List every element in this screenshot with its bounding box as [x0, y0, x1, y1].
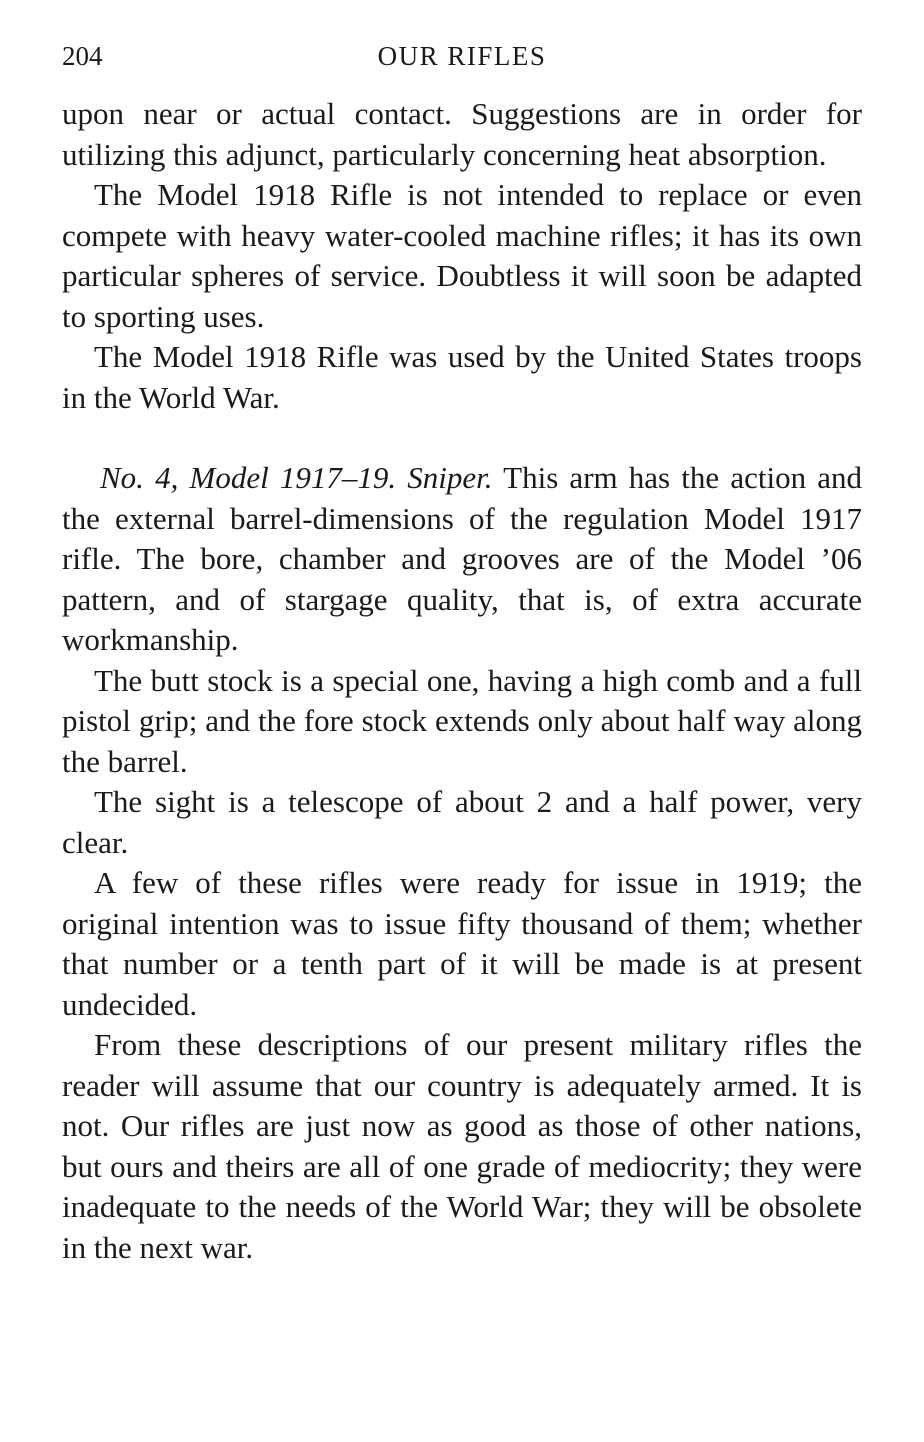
paragraph-sight [62, 782, 862, 863]
paragraph-text: The butt stock is a special one, having a high comb and a full pistol grip; and the fore stock extends only about half way along the barrel. [62, 662, 862, 779]
paragraph-text: This arm has the action and the external barrel-dimensions of the regulation Model 1917 rifle. The bore, chamber and grooves are of the Model ’06 pattern, and of stargage quality, that is, of extra accurate workmanship. [62, 460, 862, 657]
running-header [62, 36, 862, 76]
paragraph-lead-heading: No. 4, Model 1917–19. Sniper. [100, 460, 493, 495]
paragraph-text: A few of these rifles were ready for issue in 1919; the original intention was to issue fifty thousand of them; whether that number or a tenth part of it will be made is at present undecided. [62, 865, 862, 1022]
paragraph-butt-stock [62, 661, 862, 783]
paragraph-text: upon near or actual contact. Suggestions are in order for utilizing this adjunct, particularly concerning heat absorption. [62, 96, 862, 172]
paragraph-text: The Model 1918 Rifle is not intended to replace or even compete with heavy water-cooled machine rifles; it has its own particular spheres of service. Doubtless it will soon be adapted to sporting uses. [62, 177, 862, 334]
book-page [62, 36, 862, 1268]
paragraph-model-1918-usage [62, 337, 862, 418]
paragraph-model-1918-purpose [62, 175, 862, 337]
body-text [62, 94, 862, 1268]
page-number: 204 [62, 41, 103, 71]
paragraph-sniper-model [62, 458, 862, 661]
paragraph-continued [62, 94, 862, 175]
paragraph-text: The Model 1918 Rifle was used by the United States troops in the World War. [62, 339, 862, 415]
paragraph-conclusion [62, 1025, 862, 1268]
paragraph-issue [62, 863, 862, 1025]
paragraph-text: From these descriptions of our present military rifles the reader will assume that our country is adequately armed. It is not. Our rifles are just now as good as those of other nations, but ours and theirs are all of one grade of mediocrity; they were inadequate to the needs of the World War; they will be obsolete in the next war. [62, 1027, 862, 1265]
running-title: OUR RIFLES [377, 41, 547, 71]
paragraph-text: The sight is a telescope of about 2 and a half power, very clear. [62, 784, 862, 860]
